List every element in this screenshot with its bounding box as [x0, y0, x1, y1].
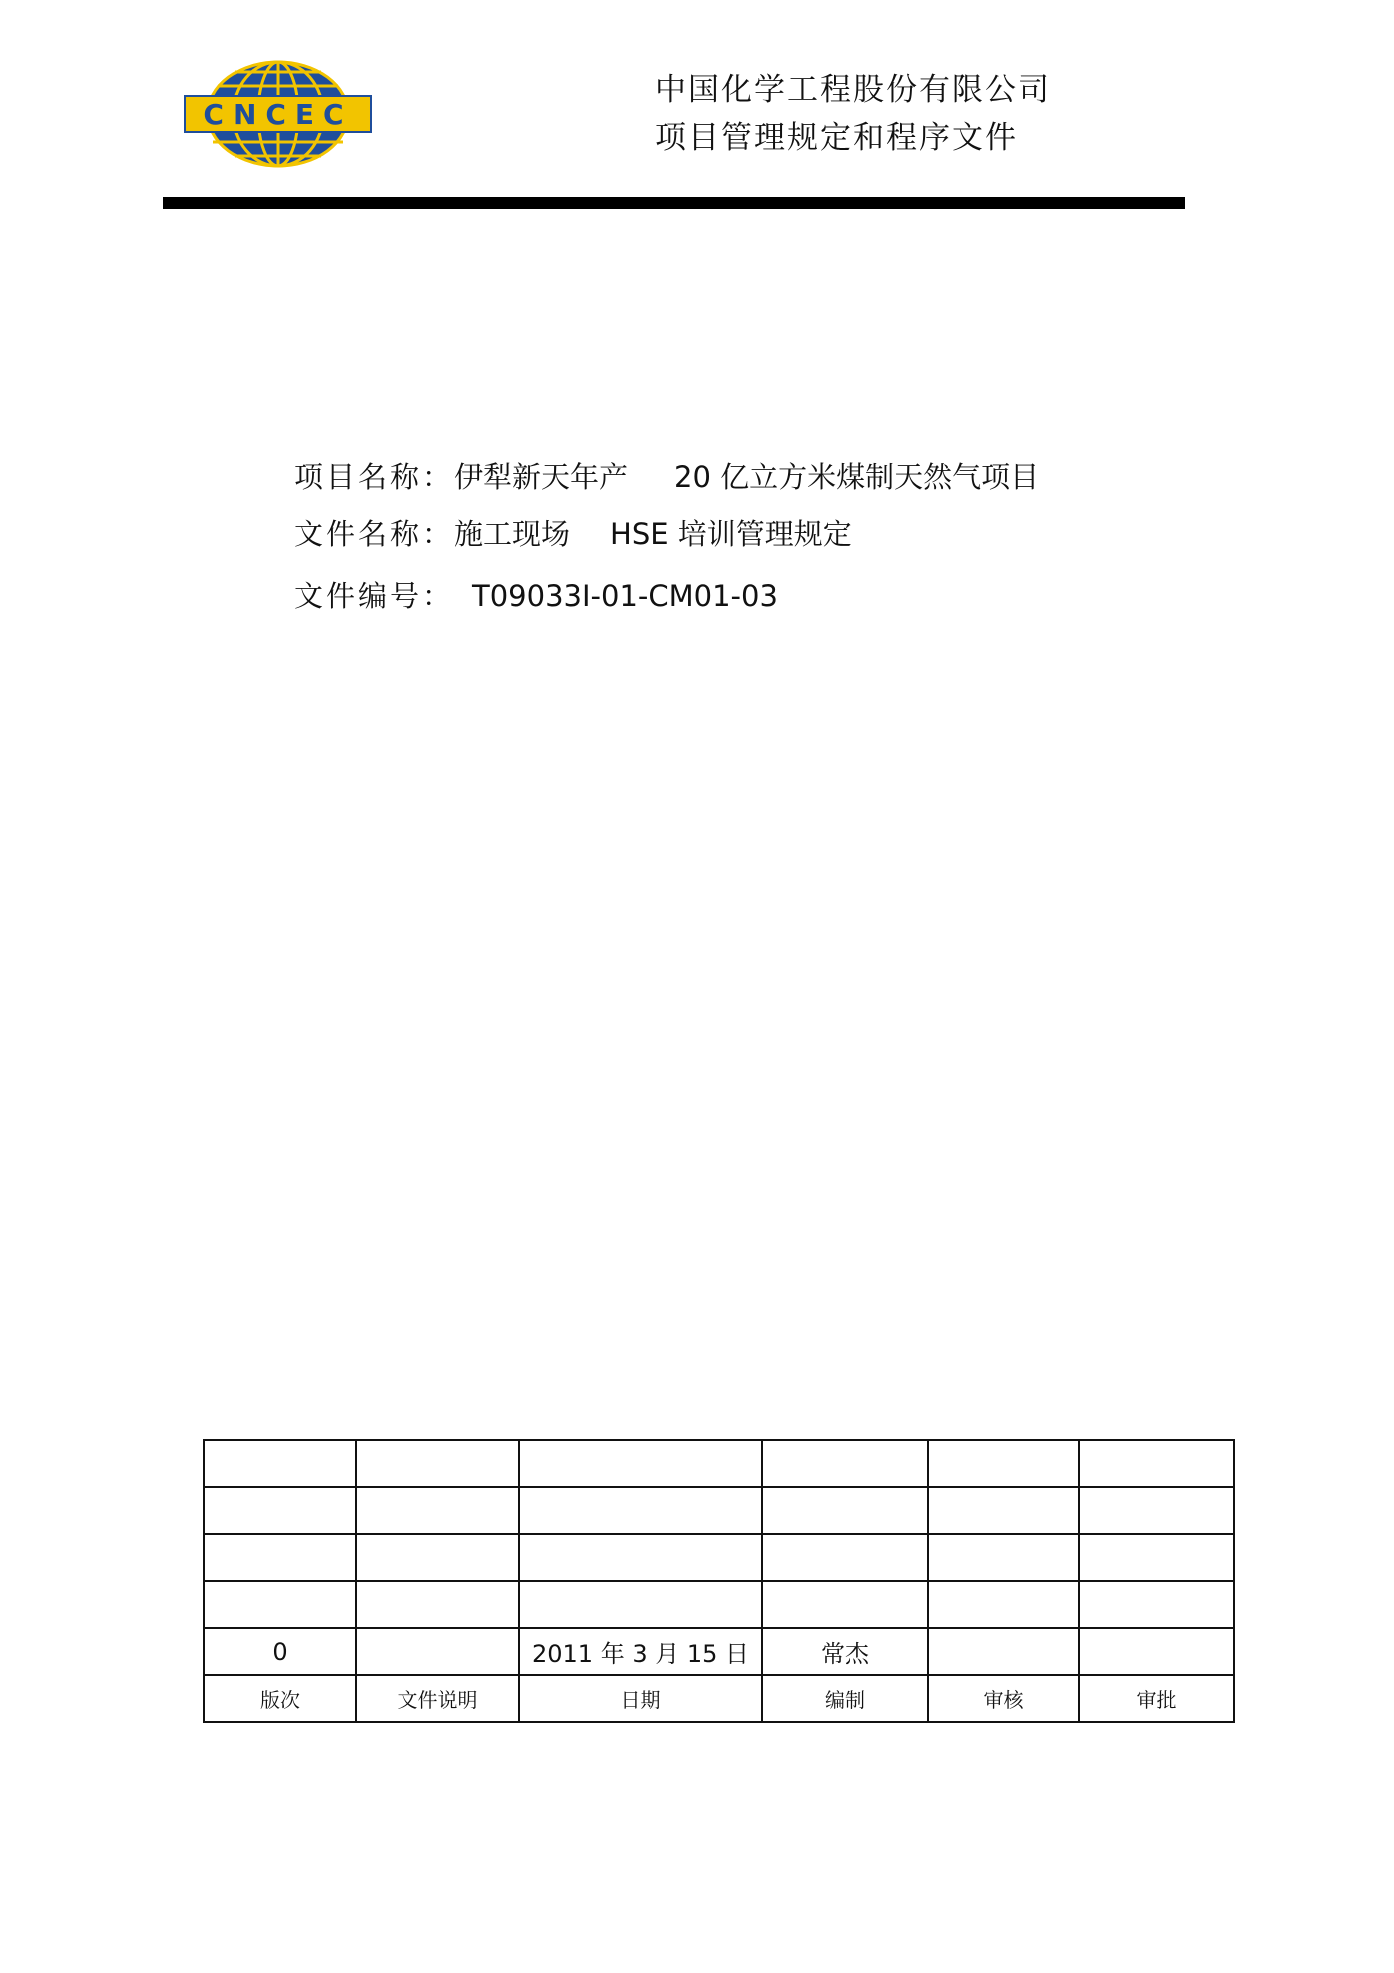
table-cell [928, 1581, 1079, 1628]
header-date: 日期 [519, 1675, 762, 1722]
table-row [204, 1628, 1234, 1675]
project-name-value-a: 伊犁新天年产 [454, 460, 629, 494]
revision-number-cell: 0 [204, 1628, 356, 1675]
file-number-label: 文件编号： [294, 579, 455, 613]
table-cell [356, 1487, 519, 1534]
prepared-by-cell: 常杰 [762, 1628, 928, 1675]
table-cell [1079, 1487, 1234, 1534]
table-cell [928, 1487, 1079, 1534]
header-divider [163, 197, 1185, 209]
table-cell [519, 1581, 762, 1628]
file-name-value-a: 施工现场 [454, 517, 571, 551]
table-cell [204, 1440, 356, 1487]
table-cell [204, 1581, 356, 1628]
project-name-label: 项目名称： [294, 460, 455, 494]
header-approved: 审批 [1079, 1675, 1234, 1722]
file-number-row [294, 574, 778, 615]
document-header [655, 66, 1051, 162]
table-cell [1079, 1534, 1234, 1581]
header-prepared: 编制 [762, 1675, 928, 1722]
header-reviewed: 审核 [928, 1675, 1079, 1722]
description-cell [356, 1628, 519, 1675]
table-cell [762, 1581, 928, 1628]
table-row [204, 1487, 1234, 1534]
table-cell [519, 1534, 762, 1581]
file-number-value: T09033I-01-CM01-03 [472, 579, 778, 613]
file-name-row [294, 512, 852, 553]
table-cell [519, 1487, 762, 1534]
table-row [204, 1581, 1234, 1628]
cncec-logo [183, 60, 373, 168]
approved-by-cell [1079, 1628, 1234, 1675]
revision-table [203, 1439, 1235, 1723]
table-cell [1079, 1581, 1234, 1628]
table-cell [762, 1487, 928, 1534]
table-cell [928, 1534, 1079, 1581]
table-cell [762, 1534, 928, 1581]
table-row [204, 1534, 1234, 1581]
project-name-value-b: 20 亿立方米煤制天然气项目 [674, 460, 1040, 494]
company-name: 中国化学工程股份有限公司 [655, 72, 1051, 108]
project-name-row [294, 455, 1039, 496]
table-cell [519, 1440, 762, 1487]
header-revision: 版次 [204, 1675, 356, 1722]
file-name-value-b: HSE 培训管理规定 [610, 517, 852, 551]
table-cell [356, 1581, 519, 1628]
table-cell [356, 1440, 519, 1487]
table-cell [1079, 1440, 1234, 1487]
table-cell [928, 1440, 1079, 1487]
table-header-row [204, 1675, 1234, 1722]
table-cell [356, 1534, 519, 1581]
table-cell [204, 1487, 356, 1534]
header-description: 文件说明 [356, 1675, 519, 1722]
file-name-label: 文件名称： [294, 517, 455, 551]
document-type: 项目管理规定和程序文件 [655, 120, 1018, 156]
table-cell [204, 1534, 356, 1581]
reviewed-by-cell [928, 1628, 1079, 1675]
table-row [204, 1440, 1234, 1487]
globe-logo-icon [183, 60, 373, 168]
date-cell: 2011 年 3 月 15 日 [519, 1628, 762, 1675]
table-cell [762, 1440, 928, 1487]
svg-text:CNCEC: CNCEC [203, 98, 353, 131]
